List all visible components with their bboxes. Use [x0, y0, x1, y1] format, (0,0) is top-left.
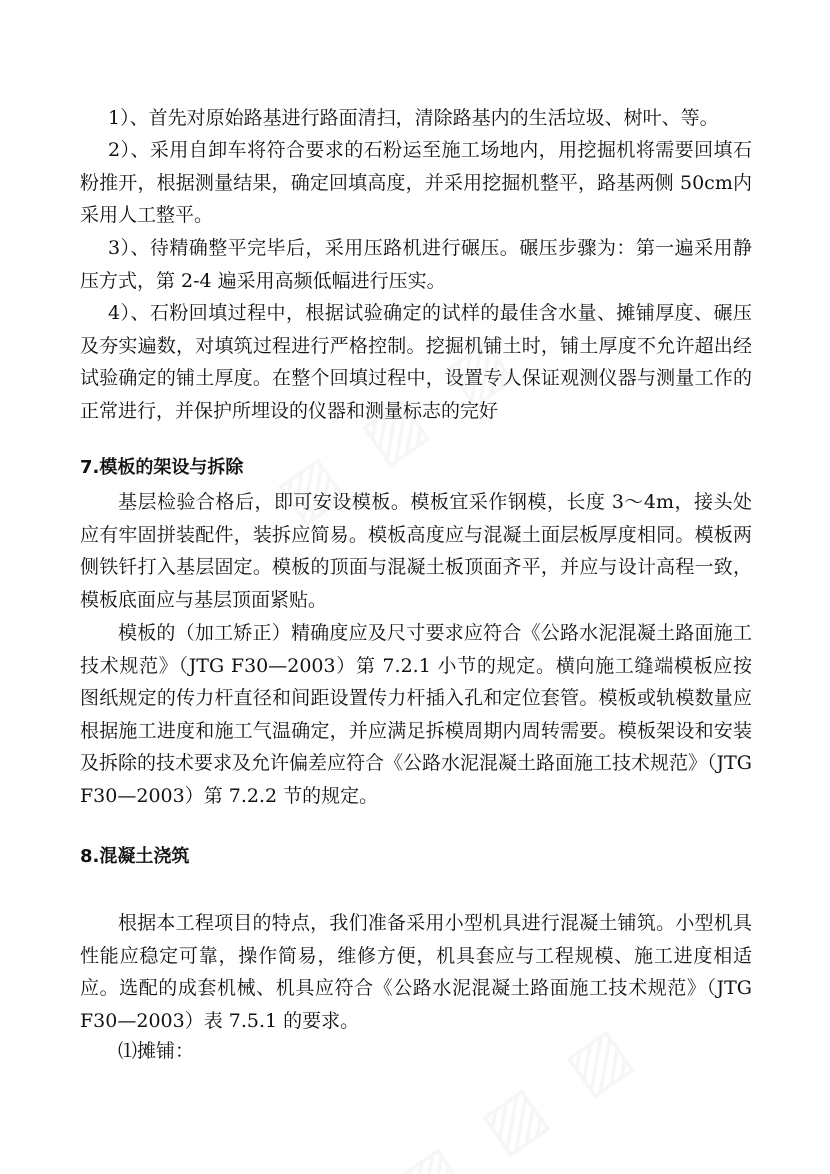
paragraph-step-4: 4）、石粉回填过程中，根据试验确定的试样的最佳含水量、摊铺厚度、碾压及夯实遍数，对填筑过程进行严格控制。挖掘机铺土时，铺土厚度不允许超出经试验确定的铺土厚度。在整个回填过程中，设置专人保证观测仪器与测量工作的正常进行，并保护所埋设的仪器和测量标志的完好	[80, 302, 752, 422]
section-7-paragraph-1: 基层检验合格后，即可安设模板。模板宜采作钢模，长度 3～4m，接头处应有牢固拼装配件，装拆应简易。模板高度应与混凝土面层板厚度相同。模板两侧铁钎打入基层固定。模板的顶面与混凝土板顶面齐平，并应与设计高程一致，模板底面应与基层顶面紧贴。	[80, 491, 752, 611]
paragraph-step-3: 3）、待精确整平完毕后，采用压路机进行碾压。碾压步骤为：第一遍采用静压方式，第 2-4 遍采用高频低幅进行压实。	[80, 237, 752, 292]
paragraph-step-1: 1）、首先对原始路基进行路面清扫，清除路基内的生活垃圾、树叶、等。	[108, 107, 719, 129]
section-8-paragraph-1: 根据本工程项目的特点，我们准备采用小型机具进行混凝土铺筑。小型机具性能应稳定可靠，操作简易，维修方便，机具套应与工程规模、施工进度相适应。选配的成套机械、机具应符合《公路水泥混凝土路面施工技术规范》（JTG F30—2003）表 7.5.1 的要求。	[80, 912, 752, 1032]
paragraph-step-2: 2）、采用自卸车将符合要求的石粉运至施工场地内，用挖掘机将需要回填石粉推开，根据测量结果，确定回填高度，并采用挖掘机整平，路基两侧 50cm内采用人工整平。	[80, 139, 752, 226]
section-7-paragraph-2: 模板的（加工矫正）精确度应及尺寸要求应符合《公路水泥混凝土路面施工技术规范》（JTG F30—2003）第 7.2.1 小节的规定。横向施工缝端模板应按图纸规定的传力杆直径和间距设置传力杆插入孔和定位套管。模板或轨模数量应根据施工进度和施工气温确定，并应满足拆模周期内周转需要。模板架设和安装及拆除的技术要求及允许偏差应符合《公路水泥混凝土路面施工技术规范》（JTG F30—2003）第 7.2.2 节的规定。	[80, 622, 752, 807]
section-heading-8: 8.混凝土浇筑	[80, 846, 190, 867]
list-item-spreading: ⑴摊铺：	[118, 1040, 195, 1062]
section-heading-7: 7.模板的架设与拆除	[80, 457, 244, 478]
